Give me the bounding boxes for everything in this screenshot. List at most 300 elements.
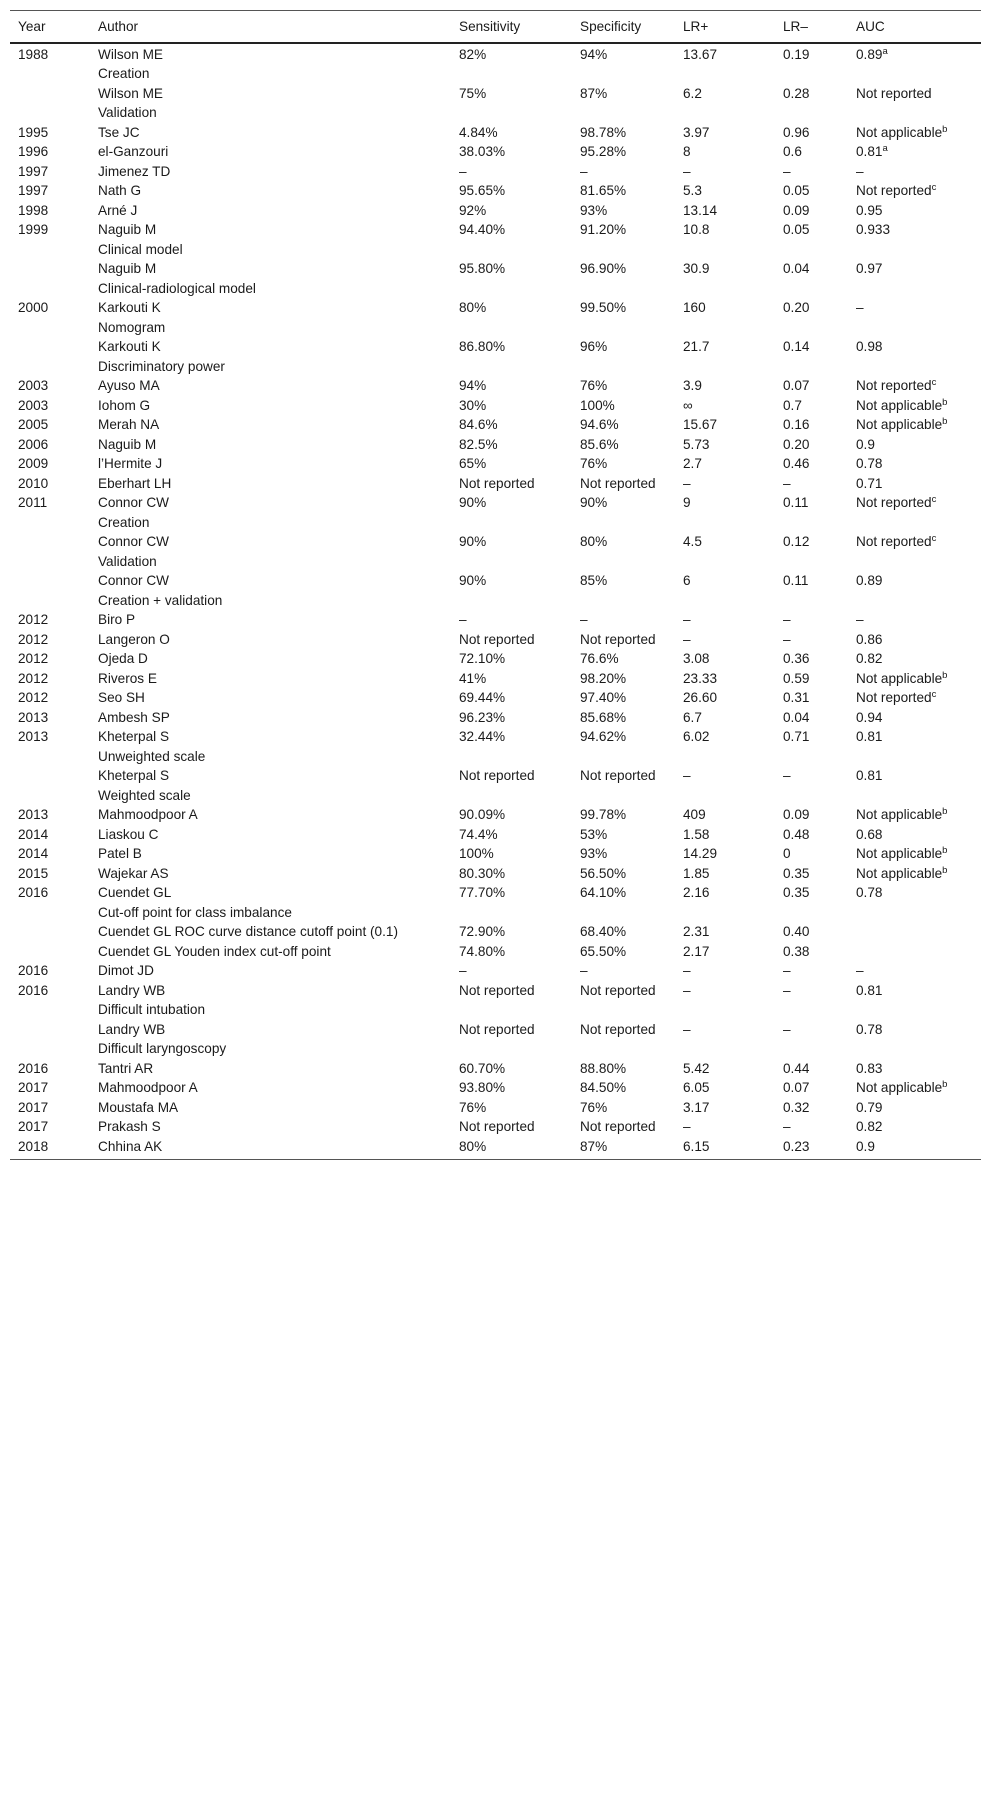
cell-lr-positive-text: 1.58 xyxy=(683,826,710,842)
cell-lr-negative xyxy=(775,43,848,65)
cell-sensitivity-text: Not reported xyxy=(459,982,535,998)
cell-specificity-text: 64.10% xyxy=(580,885,627,900)
cell-author-text: Cuendet GL Youden index cut-off point xyxy=(98,943,331,959)
cell-year xyxy=(10,201,90,221)
cell-lr-negative xyxy=(775,727,848,747)
cell-lr-positive xyxy=(675,786,775,806)
cell-author-text: Nomogram xyxy=(98,319,166,335)
cell-sensitivity xyxy=(451,123,572,143)
cell-auc-text: 0.89 xyxy=(856,46,883,62)
cell-auc-text: Not reported xyxy=(856,378,932,393)
cell-auc-text: 0.83 xyxy=(856,1060,883,1076)
cell-sensitivity xyxy=(451,201,572,221)
table-row xyxy=(10,142,981,162)
cell-year xyxy=(10,298,90,318)
footnote-marker: b xyxy=(942,864,948,876)
cell-specificity-text: 84.50% xyxy=(580,1080,627,1095)
cell-author xyxy=(90,220,451,240)
diagnostic-accuracy-table xyxy=(10,10,981,1160)
cell-lr-positive-text: – xyxy=(683,1021,691,1037)
cell-lr-positive xyxy=(675,1098,775,1118)
cell-year xyxy=(10,84,90,104)
cell-lr-negative xyxy=(775,493,848,513)
cell-year-text: 2016 xyxy=(18,1060,49,1076)
cell-sensitivity-text: 82% xyxy=(459,46,487,62)
cell-auc-text: 0.86 xyxy=(856,631,883,647)
footnote-marker: a xyxy=(882,143,888,154)
cell-author xyxy=(90,259,451,279)
cell-lr-negative xyxy=(775,513,848,533)
cell-lr-positive xyxy=(675,513,775,533)
table-row xyxy=(10,766,981,786)
cell-lr-negative-text: – xyxy=(783,612,791,627)
cell-lr-negative-text: 0.11 xyxy=(783,495,809,510)
cell-sensitivity-text: 38.03% xyxy=(459,144,506,159)
cell-auc-text: Not reported xyxy=(856,183,932,198)
cell-author-text: Creation + validation xyxy=(98,592,223,608)
cell-sensitivity xyxy=(451,591,572,611)
table-row xyxy=(10,610,981,630)
cell-year-text: 2016 xyxy=(18,982,49,998)
cell-auc-text: 0.81 xyxy=(856,144,883,159)
cell-auc xyxy=(848,162,981,182)
cell-specificity xyxy=(572,903,675,923)
cell-auc xyxy=(848,298,981,318)
cell-specificity xyxy=(572,396,675,416)
cell-sensitivity-text: 94% xyxy=(459,378,487,393)
cell-auc xyxy=(848,123,981,143)
cell-lr-positive-text: – xyxy=(683,475,691,491)
cell-year-text: 2003 xyxy=(18,397,49,413)
cell-sensitivity-text: 74.4% xyxy=(459,826,498,842)
cell-auc xyxy=(848,961,981,981)
cell-sensitivity xyxy=(451,903,572,923)
cell-lr-positive-text: 3.17 xyxy=(683,1099,710,1115)
cell-author-text: Creation xyxy=(98,66,150,81)
cell-year-text: 2013 xyxy=(18,729,49,744)
cell-lr-negative xyxy=(775,181,848,201)
cell-auc xyxy=(848,903,981,923)
cell-sensitivity xyxy=(451,298,572,318)
cell-author xyxy=(90,1078,451,1098)
cell-specificity xyxy=(572,1000,675,1020)
cell-author-text: Patel B xyxy=(98,846,142,861)
cell-sensitivity-text: 30% xyxy=(459,397,487,413)
cell-sensitivity xyxy=(451,922,572,942)
cell-year xyxy=(10,981,90,1001)
cell-sensitivity-text: 80.30% xyxy=(459,865,506,881)
table-row xyxy=(10,1000,981,1020)
cell-sensitivity xyxy=(451,493,572,513)
table-row xyxy=(10,1039,981,1059)
cell-specificity-text: 87% xyxy=(580,85,608,101)
cell-lr-negative xyxy=(775,454,848,474)
cell-author xyxy=(90,318,451,338)
table-row xyxy=(10,220,981,240)
cell-lr-negative xyxy=(775,240,848,260)
cell-year xyxy=(10,240,90,260)
cell-sensitivity-text: 82.5% xyxy=(459,436,498,452)
cell-author-text: Arné J xyxy=(98,202,138,218)
cell-sensitivity xyxy=(451,747,572,767)
cell-auc xyxy=(848,571,981,591)
cell-year xyxy=(10,1000,90,1020)
table-row xyxy=(10,474,981,494)
cell-lr-positive xyxy=(675,1039,775,1059)
cell-author-text: Seo SH xyxy=(98,690,145,705)
cell-author-text: Ayuso MA xyxy=(98,378,160,393)
cell-auc-text: 0.94 xyxy=(856,709,883,725)
cell-sensitivity-text: Not reported xyxy=(459,768,535,783)
cell-sensitivity xyxy=(451,220,572,240)
cell-year xyxy=(10,64,90,84)
cell-year xyxy=(10,922,90,942)
cell-auc xyxy=(848,610,981,630)
cell-lr-negative-text: 0.20 xyxy=(783,300,810,315)
cell-sensitivity-text: 72.10% xyxy=(459,651,506,666)
cell-sensitivity xyxy=(451,766,572,786)
cell-lr-positive xyxy=(675,298,775,318)
column-header-lr-positive: LR+ xyxy=(675,11,775,43)
cell-lr-positive xyxy=(675,688,775,708)
cell-lr-negative-text: 0.46 xyxy=(783,456,810,471)
cell-author-text: Connor CW xyxy=(98,573,170,588)
cell-auc-text: 0.82 xyxy=(856,651,883,666)
cell-lr-negative xyxy=(775,1039,848,1059)
cell-lr-negative xyxy=(775,474,848,494)
cell-sensitivity xyxy=(451,571,572,591)
cell-year-text: 2017 xyxy=(18,1099,49,1115)
cell-lr-positive-text: 6.15 xyxy=(683,1138,710,1154)
cell-author-text: Landry WB xyxy=(98,1021,166,1037)
cell-lr-positive-text: – xyxy=(683,963,691,978)
cell-auc xyxy=(848,279,981,299)
cell-sensitivity xyxy=(451,942,572,962)
cell-lr-positive-text: 21.7 xyxy=(683,339,710,354)
cell-lr-positive xyxy=(675,805,775,825)
cell-author xyxy=(90,669,451,689)
cell-lr-positive-text: 2.31 xyxy=(683,924,710,939)
cell-author xyxy=(90,493,451,513)
cell-lr-negative-text: 0.16 xyxy=(783,417,810,432)
cell-auc xyxy=(848,591,981,611)
cell-year xyxy=(10,747,90,767)
cell-lr-positive xyxy=(675,766,775,786)
cell-year xyxy=(10,1098,90,1118)
footnote-marker: b xyxy=(942,669,948,681)
cell-lr-positive xyxy=(675,396,775,416)
cell-specificity-text: Not reported xyxy=(580,1021,656,1037)
cell-year-text: 2012 xyxy=(18,651,49,666)
cell-specificity-text: 65.50% xyxy=(580,943,627,959)
cell-sensitivity xyxy=(451,844,572,864)
cell-lr-positive xyxy=(675,922,775,942)
cell-specificity-text: – xyxy=(580,612,588,627)
footnote-marker: b xyxy=(942,123,948,135)
cell-sensitivity-text: 84.6% xyxy=(459,417,498,432)
cell-lr-negative-text: 0.96 xyxy=(783,124,810,140)
cell-sensitivity-text: 72.90% xyxy=(459,924,506,939)
cell-specificity xyxy=(572,805,675,825)
cell-lr-negative xyxy=(775,84,848,104)
cell-lr-negative xyxy=(775,1000,848,1020)
cell-lr-positive xyxy=(675,1137,775,1160)
cell-year-text: 1997 xyxy=(18,163,49,179)
cell-lr-negative xyxy=(775,883,848,903)
cell-author-text: Naguib M xyxy=(98,436,157,452)
cell-author xyxy=(90,1098,451,1118)
cell-author-text: Cut-off point for class imbalance xyxy=(98,904,292,920)
cell-auc xyxy=(848,220,981,240)
cell-sensitivity xyxy=(451,337,572,357)
table-row xyxy=(10,181,981,201)
cell-sensitivity xyxy=(451,43,572,65)
cell-sensitivity-text: Not reported xyxy=(459,1021,535,1037)
cell-sensitivity xyxy=(451,454,572,474)
cell-specificity-text: 85% xyxy=(580,573,608,588)
cell-year xyxy=(10,571,90,591)
cell-year xyxy=(10,493,90,513)
cell-sensitivity-text: 100% xyxy=(459,846,494,861)
cell-lr-positive-text: 3.08 xyxy=(683,651,710,666)
cell-lr-negative xyxy=(775,162,848,182)
cell-specificity-text: 93% xyxy=(580,202,608,218)
cell-specificity-text: 90% xyxy=(580,495,608,510)
cell-auc xyxy=(848,201,981,221)
cell-author xyxy=(90,532,451,552)
cell-sensitivity-text: 94.40% xyxy=(459,222,506,237)
cell-lr-negative xyxy=(775,961,848,981)
cell-year-text: 1999 xyxy=(18,222,49,237)
cell-sensitivity xyxy=(451,864,572,884)
cell-lr-positive-text: – xyxy=(683,1119,691,1134)
cell-specificity-text: 93% xyxy=(580,846,608,861)
cell-year xyxy=(10,103,90,123)
cell-year xyxy=(10,766,90,786)
footnote-marker: b xyxy=(942,845,948,856)
cell-lr-negative xyxy=(775,903,848,923)
cell-author xyxy=(90,571,451,591)
cell-sensitivity xyxy=(451,981,572,1001)
cell-auc-text: Not applicable xyxy=(856,865,943,881)
cell-lr-positive xyxy=(675,318,775,338)
cell-year-text: 2014 xyxy=(18,846,49,861)
cell-author xyxy=(90,1000,451,1020)
cell-sensitivity-text: Not reported xyxy=(459,1119,535,1134)
cell-lr-positive xyxy=(675,181,775,201)
cell-lr-positive xyxy=(675,649,775,669)
cell-auc xyxy=(848,357,981,377)
column-header-specificity: Specificity xyxy=(572,11,675,43)
cell-specificity-text: 100% xyxy=(580,397,615,413)
cell-author-text: Clinical-radiological model xyxy=(98,280,256,296)
footnote-marker: b xyxy=(942,416,948,427)
cell-sensitivity xyxy=(451,415,572,435)
table-row xyxy=(10,727,981,747)
cell-lr-negative xyxy=(775,1137,848,1160)
table-row xyxy=(10,903,981,923)
cell-specificity-text: Not reported xyxy=(580,1119,656,1134)
cell-lr-positive-text: 5.42 xyxy=(683,1060,710,1076)
cell-lr-negative xyxy=(775,279,848,299)
cell-auc xyxy=(848,552,981,572)
cell-auc xyxy=(848,630,981,650)
cell-auc xyxy=(848,103,981,123)
cell-year-text: 2005 xyxy=(18,417,49,432)
cell-sensitivity xyxy=(451,1059,572,1079)
cell-lr-negative-text: 0.28 xyxy=(783,85,810,101)
cell-author-text: Prakash S xyxy=(98,1119,161,1134)
cell-sensitivity xyxy=(451,240,572,260)
table-row xyxy=(10,396,981,416)
table-row xyxy=(10,942,981,962)
cell-auc xyxy=(848,454,981,474)
cell-auc-text: – xyxy=(856,300,864,315)
cell-auc-text: 0.9 xyxy=(856,436,875,452)
cell-auc xyxy=(848,727,981,747)
cell-lr-positive xyxy=(675,142,775,162)
cell-author xyxy=(90,864,451,884)
cell-author-text: Dimot JD xyxy=(98,963,154,978)
cell-lr-negative-text: 0.14 xyxy=(783,339,810,354)
table-row xyxy=(10,825,981,845)
cell-year-text: 1997 xyxy=(18,183,49,198)
cell-lr-positive xyxy=(675,981,775,1001)
cell-specificity xyxy=(572,103,675,123)
cell-sensitivity-text: 95.80% xyxy=(459,261,506,276)
table-row xyxy=(10,201,981,221)
cell-lr-negative-text: 0.38 xyxy=(783,943,810,959)
cell-lr-negative-text: 0.40 xyxy=(783,924,810,939)
cell-year xyxy=(10,630,90,650)
cell-year-text: 1996 xyxy=(18,144,49,159)
cell-lr-negative xyxy=(775,435,848,455)
cell-author xyxy=(90,903,451,923)
cell-specificity-text: 96.90% xyxy=(580,261,627,276)
cell-author xyxy=(90,415,451,435)
cell-specificity-text: Not reported xyxy=(580,768,656,783)
cell-sensitivity xyxy=(451,805,572,825)
cell-specificity xyxy=(572,435,675,455)
cell-author xyxy=(90,981,451,1001)
footnote-marker: b xyxy=(942,1079,948,1090)
cell-auc xyxy=(848,708,981,728)
cell-auc xyxy=(848,376,981,396)
cell-sensitivity-text: 60.70% xyxy=(459,1060,506,1076)
cell-sensitivity xyxy=(451,727,572,747)
cell-lr-negative xyxy=(775,142,848,162)
table-row xyxy=(10,981,981,1001)
cell-lr-positive-text: 9 xyxy=(683,495,691,510)
cell-lr-positive xyxy=(675,123,775,143)
cell-lr-positive xyxy=(675,532,775,552)
cell-auc xyxy=(848,1020,981,1040)
cell-author xyxy=(90,922,451,942)
cell-auc xyxy=(848,240,981,260)
cell-sensitivity-text: 95.65% xyxy=(459,183,506,198)
footnote-marker: c xyxy=(931,182,937,193)
cell-author xyxy=(90,454,451,474)
cell-author-text: Chhina AK xyxy=(98,1138,163,1154)
cell-specificity xyxy=(572,747,675,767)
cell-lr-negative xyxy=(775,552,848,572)
cell-year xyxy=(10,43,90,65)
cell-author-text: Naguib M xyxy=(98,261,157,276)
cell-author xyxy=(90,162,451,182)
cell-specificity-text: 94.62% xyxy=(580,729,627,744)
cell-lr-positive xyxy=(675,708,775,728)
cell-specificity xyxy=(572,279,675,299)
table-row xyxy=(10,415,981,435)
cell-specificity xyxy=(572,630,675,650)
cell-sensitivity-text: 4.84% xyxy=(459,124,498,140)
cell-lr-positive xyxy=(675,279,775,299)
cell-sensitivity xyxy=(451,513,572,533)
cell-lr-positive-text: 6.02 xyxy=(683,729,710,744)
cell-author-text: Tse JC xyxy=(98,124,140,140)
column-header-sensitivity: Sensitivity xyxy=(451,11,572,43)
cell-specificity-text: 76% xyxy=(580,378,608,393)
cell-sensitivity xyxy=(451,396,572,416)
cell-auc-text: 0.81 xyxy=(856,982,883,998)
cell-auc-text: Not reported xyxy=(856,495,932,510)
cell-sensitivity xyxy=(451,318,572,338)
cell-year-text: 2016 xyxy=(18,885,49,900)
cell-auc xyxy=(848,1137,981,1160)
table-row xyxy=(10,747,981,767)
cell-lr-negative xyxy=(775,688,848,708)
cell-auc xyxy=(848,1000,981,1020)
cell-sensitivity-text: Not reported xyxy=(459,475,535,491)
cell-author-text: Ojeda D xyxy=(98,651,148,666)
cell-specificity xyxy=(572,942,675,962)
cell-author-text: Mahmoodpoor A xyxy=(98,807,198,822)
table-row xyxy=(10,922,981,942)
cell-specificity xyxy=(572,727,675,747)
cell-auc-text: 0.71 xyxy=(856,475,883,491)
cell-sensitivity-text: 86.80% xyxy=(459,339,506,354)
cell-sensitivity xyxy=(451,961,572,981)
cell-specificity xyxy=(572,162,675,182)
cell-lr-negative xyxy=(775,220,848,240)
cell-sensitivity-text: 41% xyxy=(459,670,487,686)
cell-year-text: 2012 xyxy=(18,670,49,686)
cell-sensitivity-text: 69.44% xyxy=(459,690,506,705)
table-row xyxy=(10,669,981,689)
cell-year xyxy=(10,591,90,611)
cell-auc xyxy=(848,805,981,825)
cell-author xyxy=(90,240,451,260)
cell-year xyxy=(10,123,90,143)
cell-lr-positive-text: 13.14 xyxy=(683,202,718,218)
cell-sensitivity-text: 76% xyxy=(459,1099,487,1115)
cell-auc xyxy=(848,766,981,786)
cell-year-text: 2018 xyxy=(18,1138,49,1154)
cell-auc xyxy=(848,825,981,845)
cell-auc-text: Not reported xyxy=(856,85,932,101)
cell-author-text: l’Hermite J xyxy=(98,456,163,471)
table-row xyxy=(10,123,981,143)
cell-lr-negative xyxy=(775,747,848,767)
cell-lr-negative xyxy=(775,610,848,630)
cell-lr-negative xyxy=(775,123,848,143)
cell-sensitivity xyxy=(451,103,572,123)
cell-specificity-text: 76% xyxy=(580,1099,608,1115)
table-row xyxy=(10,883,981,903)
cell-auc-text: Not applicable xyxy=(856,417,943,432)
cell-auc-text: Not applicable xyxy=(856,807,943,822)
cell-sensitivity-text: 92% xyxy=(459,202,487,218)
